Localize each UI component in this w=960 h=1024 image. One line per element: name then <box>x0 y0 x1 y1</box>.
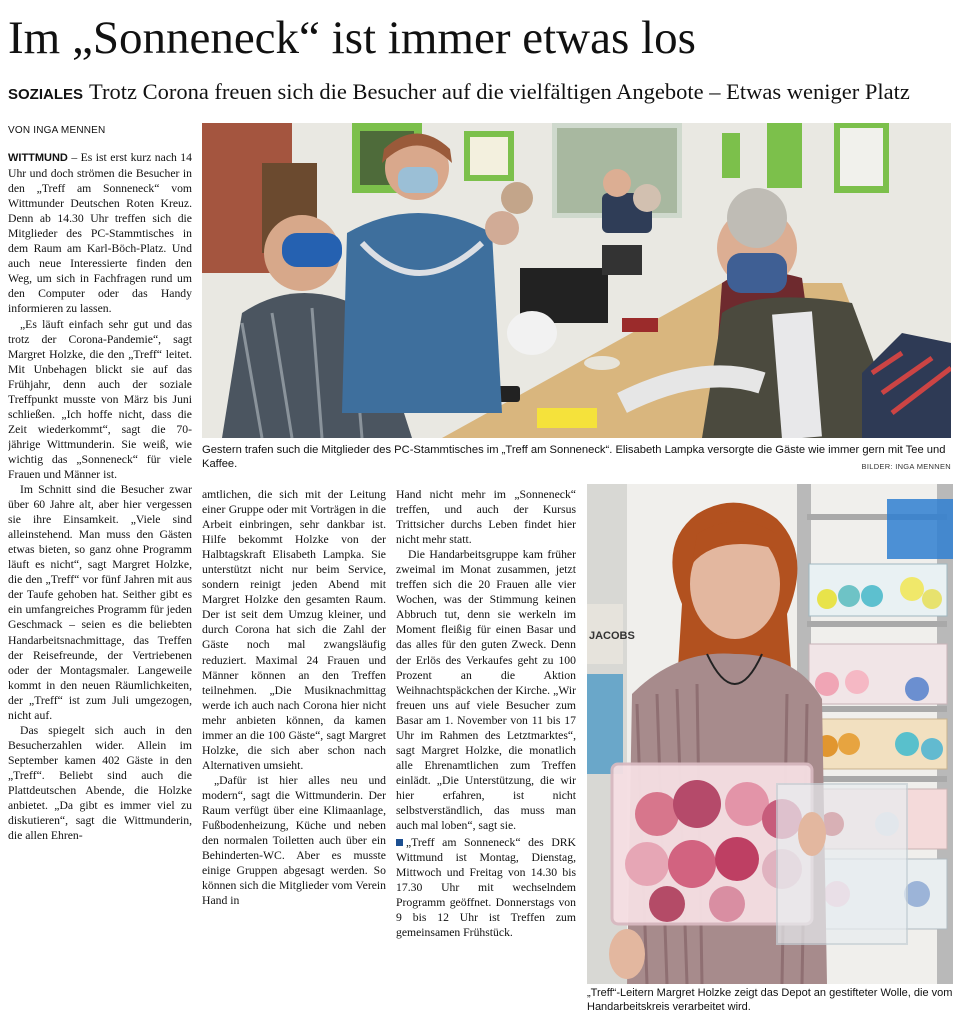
author-byline: VON INGA MENNEN <box>8 125 106 136</box>
col2-paragraph-2: „Dafür ist hier alles neu und modern“, sagt die Wittmunderin. Der Raum verfügt über eine Klimaanlage, Fußbodenheizung, Küche und neben den normalen Toiletten auch über ein Behinderten-WC. Aber es musste einige Gruppen abgesagt werden. So können sich die Mitglieder vom Verein Hand in <box>202 773 386 908</box>
article-headline: Im „Sonneneck“ ist immer etwas los <box>8 12 696 64</box>
section-kicker: SOZIALES <box>8 86 84 103</box>
col3-paragraph-1: Hand nicht mehr im „Sonneneck“ treffen, und auch der Kursus Trittsicher durchs Leben findet hier nicht mehr statt. <box>396 488 576 547</box>
subheadline-text: Trotz Corona freuen sich die Besucher auf die vielfältigen Angebote – Etwas weniger Platz <box>89 79 910 104</box>
col1-paragraph-2: „Es läuft einfach sehr gut und das trotz der Corona-Pandemie“, sagt Margret Holzke, die den „Treff“ leitet. Mit Unbehagen blickt sie auf das Frühjahr, denn auch der soziale Treffpunkt musste von März bis Juni schließen. „Ich hoffe nicht, dass die Zeit wiederkommt“, sagt die 70-jährige Wittmunderin. Sie weiß, wie wichtig das „Sonneneck“ für viele Frauen und Männer ist. <box>8 317 192 481</box>
photo1-caption: Gestern trafen such die Mitglieder des PC-Stammtisches im „Treff am Sonneneck“. Elisabeth Lampka versorgte die Gäste wie immer gern mit Tee und Kaffee. <box>202 444 946 470</box>
pc-stammtisch-photo-graphic <box>202 123 951 438</box>
dateline: WITTMUND <box>8 152 68 164</box>
col1-paragraph-1: – Es ist erst kurz nach 14 Uhr und doch strömen die Besucher in den „Treff am Sonneneck“ vom Wittmunder Deutschen Roten Kreuz. Denn ab 14.30 Uhr treffen sich die Mitglieder des PC-Stammtisches in dem Raum am Karl-Böch-Platz. Und auch neue Interessierte finden den Weg, um sich in Fachfragen rund um den Computer oder das Handy informieren zu lassen. <box>8 151 192 316</box>
wool-depot-photo-graphic <box>587 484 953 984</box>
photo-wool-depot <box>587 484 953 984</box>
article-subheadline <box>8 78 952 109</box>
poster-label: JACOBS <box>589 630 635 642</box>
photo-pc-stammtisch <box>202 123 951 438</box>
infobox-text: „Treff am Sonneneck“ des DRK Wittmund ist Montag, Dienstag, Mittwoch und Freitag von 14.30 bis 17.30 Uhr mit wechselndem Programm geöffnet. Donnerstags von 9 bis 12 Uhr ist Treffen zum gemeinsamen Frühstück. <box>396 836 576 940</box>
col1-paragraph-3: Im Schnitt sind die Besucher zwar über 60 Jahre alt, aber hier vergessen sie ihre Einsamkeit. „Viele sind alleinstehend. Man muss den Gästen etwas bieten, so ganz ohne Programm läuft es nicht“, sagt Margret Holzke, die den „Treff“ vor fünf Jahren mit aus der Taufe gehoben hat. Seither gibt es ein umfangreiches Programm für jeden Geschmack – seien es die beliebten Handarbeitsnachmittage, das Treffen der Reisefreunde, der Vertriebenen oder der Montagsmaler. Langeweile kommt in den neuen Räumlichkeiten, der „Treff“ ist zum Juli umgezogen, nicht auf. <box>8 483 192 722</box>
col2-paragraph-1: amtlichen, die sich mit der Leitung einer Gruppe oder mit Vorträgen in die Arbeit einbringen, sehr dankbar ist. Hilfe bekommt Holzke von der Halbtagskraft Elisabeth Lampka. Sie unterstützt nicht nur beim Service, sondern reinigt jeden Abend mit Margret Holzke den gesamten Raum. Der ist seit dem Umzug kleiner, und durch Corona hat sich die Zahl der Gäste noch mal zwangsläufig reduziert. Maximal 24 Frauen und Männer können an den Treffen teilnehmen. „Die Musiknachmittag werde ich auch nach Corona hier nicht mehr anbieten können, da kamen immer an die 100 Gäste“, sagt Margret Holzke, die sich aber schon nach Alternativen umsieht. <box>202 488 386 772</box>
col3-paragraph-2: Die Handarbeitsgruppe kam früher zweimal im Monat zusammen, jetzt treffen sich die 20 Frauen alle vier Wochen, was der Stimmung keinen Abbruch tut, denn sie werkeln im Moment fleißig für einen Basar und das alles für den guten Zweck. Denn der Erlös des Verkaufes geht zu 100 Prozent an die Aktion Weihnachtspäckchen der Kirche. „Wir freuen uns auf viele Besucher zum Basar am 1. November von 11 bis 17 Uhr im Rahmen des Letztmarktes“, sagt Margret Holzke, die monatlich alle Ehrenamtlichen zum Treffen einlädt. „Die Unterstützung, die wir hier erfahren, ist nicht selbstverständlich, das muss man auch mal loben“, sagt sie. <box>396 548 576 833</box>
text-column-1 <box>8 150 192 1016</box>
text-column-3 <box>396 487 576 1016</box>
photo-credit: BILDER: INGA MENNEN <box>861 462 951 471</box>
col1-paragraph-4: Das spiegelt sich auch in den Besucherzahlen wider. Allein im September kamen 402 Gäste in den „Treff“. Beliebt sind auch die Plattdeutschen Abende, die Holzke anbietet. „Da gibt es immer viel zu diskutieren“, sagt die Wittmunderin, die allen Ehren- <box>8 723 192 843</box>
infobox-marker <box>396 839 403 846</box>
text-column-2 <box>202 487 386 1016</box>
photo2-caption: „Treff“-Leitern Margret Holzke zeigt das Depot an gestifteter Wolle, die vom Handarbeitskreis verarbeitet wird. <box>587 987 953 1013</box>
